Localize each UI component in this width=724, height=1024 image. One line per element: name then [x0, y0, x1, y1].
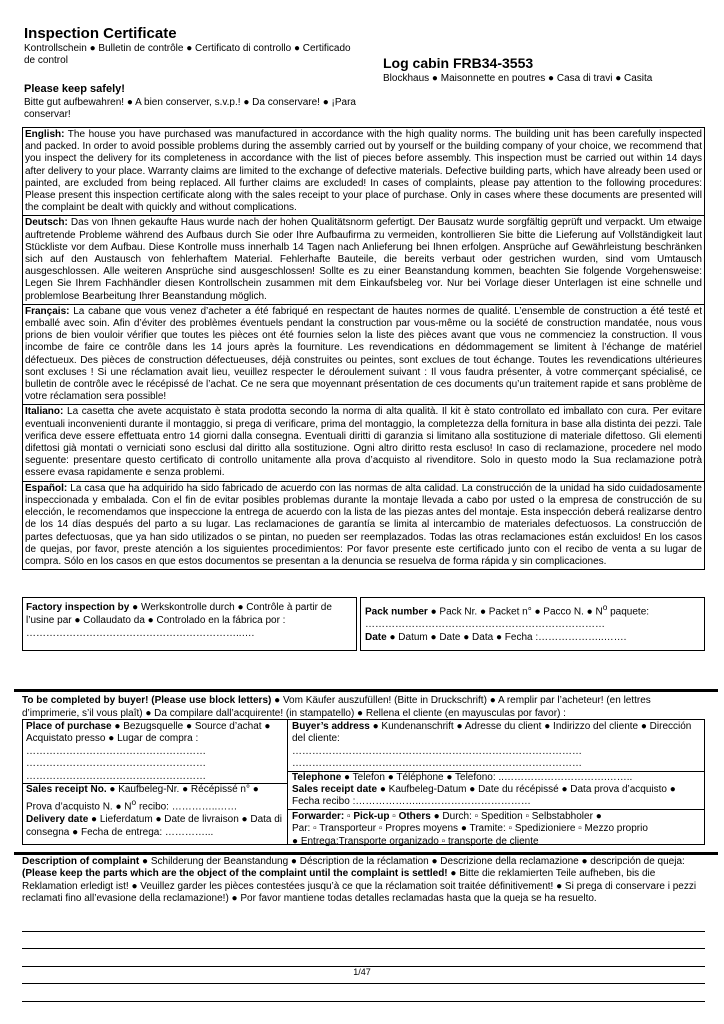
telephone-text: ● Telefon ● Téléphone ● Telefono:	[341, 771, 499, 783]
buyer-text: ● Vom Käufer auszufüllen! (Bitte in Druckschrift) ● A remplir par l’acheteur! (en lettres d’imprimerie, s’il vous plaît) ● Da compilare dall’acquirente! (in stampatello) ● Rellena el cliente (en mayusculas por favor) :	[22, 695, 651, 719]
section-divider	[14, 689, 718, 692]
place-text: ● Bezugsquelle ● Source d’achat ● Acquistato presso ● Lugar de compra :	[26, 721, 271, 745]
lang-text: The house you have purchased was manufactured in accordance with the high quality norms. The building unit has been carefully inspected and packed. In order to avoid possible problems during the assembly carried out by yourself or the building company of your choice, we recommend that you inspect the delivery for its completeness in accordance with the list of pieces before assembly. This inspection must be carried out within 14 days after delivery to your place. Warranty claims are limited to the exchange of defective materials. Defective building parts, which have already been used or painted, are excluded from being replaced. All further claims are excluded! In cases of complaints, please pay attention to the following procedures: Please present this inspection certificate along with the sales receipt to your place of purchase. Only in cases where these documents are presented will the complaint be dealt with quickly and without complications.	[25, 129, 702, 214]
buyer-info-grid	[22, 719, 705, 845]
language-instructions-box	[22, 127, 705, 570]
date-label: Date	[365, 632, 387, 644]
receipt-dots: …………..……	[171, 801, 238, 813]
forwarder-line2: Par: ▫ Transporteur ▫ Propres moyens ● Tramite: ▫ Spedizioniere ▫ Mezzo proprio	[292, 823, 648, 835]
product-title: Log cabin FRB34-3553	[383, 55, 534, 71]
instructions-german	[23, 216, 704, 304]
instructions-french	[23, 305, 704, 406]
lang-label: English:	[25, 129, 65, 140]
complaint-bold-note: (Please keep the parts which are the object of the complaint until the complaint is settled!	[22, 868, 448, 880]
place-dots: ………………………………………………	[26, 758, 206, 770]
factory-inspection-field[interactable]	[22, 597, 357, 651]
receipt-text2: recibo:	[136, 801, 172, 813]
receipt-sup: o	[131, 797, 137, 808]
product-subtitle: Blockhaus ● Maisonnette en poutres ● Casa di travi ● Casita	[383, 73, 653, 84]
instructions-english	[23, 128, 704, 216]
receipt-date-field[interactable]	[292, 784, 700, 809]
receipt-date-label: Sales receipt date	[292, 784, 378, 796]
lang-text: La cabane que vous venez d’acheter a été fabriqué en respectant de hautes normes de qualité. L’ensemble de construction a été testé et emballé avec soin. Afin d’éviter des problèmes éventuels pendant la construction par vous-même ou la société de construction mandatée, nous vous prions de bien vouloir vérifier que toutes les pièces ont été fournies selon la liste des pièces avant que vous ne commenciez la construction. Il vous incombe de faire ce contrôle dans les 14 jours après la fourniture. Les revendications en dédommagement se limitent à l’échange de matériel défectueux. Des pièces de construction défectueuses, déjà construites ou peintes, sont exclues de tout échange. Toutes les revendications ultérieures sont excluses ! Si une réclamation avait lieu, veuillez respecter le déroulement suivant : Il vous faudra présenter, à votre commerçant spécialisé, ce bulletin de contrôle avec le récépissé de l’achat. Ce ne sera que moyennant présentation de ces documents qu’un traitement rapide et sans problème de votre réclamation sera possible!	[25, 305, 702, 403]
forwarder-line1: ● Durch: ▫ Spedition ▫ Selbstabholer ●	[430, 810, 602, 822]
place-dots: ………………………………………………	[26, 770, 206, 782]
complaint-line[interactable]	[22, 948, 705, 949]
factory-text: ● Werkskontrolle durch ● Contrôle à partir de l’usine par ● Collaudato da ● Controlado en la fábrica por :	[26, 602, 332, 626]
pack-text: ● Pack Nr. ● Packet n° ● Pacco N. ● N	[427, 606, 603, 618]
complaint-line[interactable]	[22, 1001, 705, 1002]
pack-number-field[interactable]	[360, 597, 705, 651]
lang-label: Español:	[25, 482, 68, 494]
pickup-label: Pick-up	[350, 810, 390, 822]
buyer-right-column	[288, 720, 704, 847]
factory-dots: ………………………………………………………..….	[26, 628, 255, 639]
keep-safely-subtitle: Bitte gut aufbewahren! ● A bien conserver, s.v.p.! ● Da conservare! ● ¡Para conservar!	[24, 97, 356, 120]
delivery-date-field[interactable]	[26, 814, 284, 839]
page-number: 1/47	[353, 967, 371, 977]
pack-sup: o	[602, 602, 608, 612]
pickup-checkbox[interactable]: ▫	[347, 810, 351, 822]
complaint-text2: ● Bitte die reklamierten Teile aufheben, bis die Reklamation erledigt ist! ● Veuillez garder les pièces contestées jusqu’à ce que la réclamation soit traitée définitivement! ● Si prega di conservare i pezzi reclamati fino all’evasione della reclamazione!) ● Por favor mantiene todas detalles reclamadas hasta que la queja se ha resuelto.	[22, 868, 697, 905]
receipt-date-dots: ………………..……………………………	[355, 796, 531, 808]
receipt-label: Sales receipt No.	[26, 784, 107, 796]
forwarder-label: Forwarder:	[292, 810, 345, 822]
complaint-divider	[14, 852, 718, 855]
lang-label: Français:	[25, 305, 70, 317]
factory-label: Factory inspection by	[26, 602, 130, 613]
instructions-italian	[23, 405, 704, 481]
receipt-date-text: ● Kaufbeleg-Datum ● Date du récépissé ● Data prova d’acquisto ● Fecha recibo :	[292, 784, 676, 808]
complaint-line[interactable]	[22, 931, 705, 932]
place-dots: ………………………………………………	[26, 745, 206, 757]
keep-safely-heading: Please keep safely!	[24, 83, 125, 95]
lang-text: La casetta che avete acquistato è stata prodotta secondo la norma di alta qualità. Il kit è stato controllato ed imballato con cura. Per evitare eventuali inconvenienti durante il montaggio, si prega di verificare, prima del montaggio, la completezza della fornitura in base alla distinta dei pezzi. Tale verifica deve essere effettuata entro 14 giorni dalla consegna. Eventuali diritti di garanzia si limitano alla sostituzione di materiale difettoso. Gli elementi difettosi già montati o verniciati sono esclusi dal diritto alla sostituzione. Ogni altro diritto resta escluso! In caso di reclamazione, procedere nel modo seguente: presentare questo certificato di controllo unitamente alla prova d’acquisto al rivenditore. Solo in questo modo la Sua reclamazione potrà essere evasa rapidamente e senza problemi.	[25, 406, 702, 479]
complaint-label: Description of complaint	[22, 856, 140, 867]
pack-dots: ………………………………………………………………	[365, 619, 605, 631]
sales-receipt-field[interactable]	[26, 784, 284, 814]
complaint-text1: ● Schilderung der Beanstandung ● Déscription de la réclamation ● Descrizione della reclamazione ● descripción de queja:	[139, 856, 685, 867]
instructions-spanish	[23, 482, 704, 569]
buyer-address-field[interactable]	[292, 721, 700, 771]
place-of-purchase-field[interactable]	[26, 721, 284, 783]
buyer-left-column	[23, 720, 288, 844]
place-label: Place of purchase	[26, 721, 112, 732]
document-subtitle: Kontrollschein ● Bulletin de contrôle ● Certificato di controllo ● Certificado de control	[24, 43, 351, 66]
delivery-text: ● Lieferdatum ● Date de livraison ● Data di consegna ● Fecha de entrega:	[26, 814, 283, 838]
lang-label: Deutsch:	[25, 217, 68, 229]
complaint-description	[22, 856, 705, 906]
telephone-label: Telephone	[292, 771, 342, 783]
buyer-label: To be completed by buyer! (Please use block letters)	[22, 695, 272, 706]
address-text: ● Kundenanschrift ● Adresse du client ● Indirizzo del cliente ● Dirección del cliente:	[292, 721, 692, 745]
telephone-dots: ..………………………….……..	[498, 771, 633, 783]
address-dots: ……………………………………………………………………………	[292, 758, 582, 770]
delivery-label: Delivery date	[26, 814, 89, 826]
date-text: ● Datum ● Date ● Data ● Fecha :	[386, 632, 539, 644]
date-dots: ………………..…….	[538, 632, 627, 644]
lang-text: La casa que ha adquirido ha sido fabricado de acuerdo con las normas de alta calidad. La construcción de la unidad ha sido cuidadosamente inspeccionada y embalada. Con el fin de evitar posibles problemas durante la montaje llevada a cabo por usted o la empresa de construcción de su elección, le recomendamos que inspeccione la entrega de acuerdo con la lista de las piezas antes del montaje. Esta inspección deberá realizarse dentro de los 14 días después del parto a su lugar. Las reclamaciones de garantía se limita al intercambio de materiales defectuosos. La construcción de partes defectuosas, que ya han sido utilizados o se pintan, no pueden ser reemplazados. Todas las otras reclamaciones están excluidos! En los casos de quejas, por favor, preste atención a los siguientes procedimientos: Por favor presente este certificado junto con el recibo de venta a su lugar de compra. Sólo en los casos en que estos documentos se presentan a la denuncia se resuelva de forma rápida y sin complicaciones.	[25, 482, 702, 567]
divider	[288, 809, 704, 810]
forwarder-field	[292, 811, 700, 848]
document-title: Inspection Certificate	[24, 25, 177, 42]
others-label: Others	[395, 810, 431, 822]
others-checkbox[interactable]: ▫	[392, 810, 396, 822]
lang-label: Italiano:	[25, 406, 64, 418]
telephone-field[interactable]	[292, 772, 700, 784]
receipt-text: ● Kaufbeleg-Nr. ● Récépissé n° ● Prova d’acquisto N. ● N	[26, 784, 259, 813]
pack-label: Pack number	[365, 606, 428, 618]
pack-text2: paquete:	[607, 606, 650, 618]
forwarder-line3: ● Entrega:Transporte organizado ▫ transporte de cliente	[292, 835, 539, 847]
delivery-dots: …………...	[164, 826, 214, 838]
buyer-instructions	[22, 695, 705, 720]
complaint-line[interactable]	[22, 983, 705, 984]
address-label: Buyer’s address	[292, 721, 370, 732]
lang-text: Das von Ihnen gekaufte Haus wurde nach der hohen Qualitätsnorm gefertigt. Der Bausatz wurde sorgfältig geprüft und verpackt. Um etwaige auftretende Probleme während des Aufbaus durch Sie oder Ihre Aufbaufirma zu vermeiden, kontrollieren Sie bitte die Lieferung auf Vollständigkeit laut Stückliste vor dem Aufbau. Diese Kontrolle muss innerhalb 14 Tagen nach Anlieferung bei Ihnen erfolgen. Ansprüche auf Gewährleistung beschränken sich auf den Austausch von fehlerhaftem Material. Fehlerhafte Bauteile, die bereits verbaut oder gestrichen wurden, sind vom Umtausch ausgeschlossen. Alle weiteren Ansprüche sind ausgeschlossen! Sollte es zu einer Beanstandung kommen, beachten Sie folgende Vorgehensweise: Legen Sie Ihrem Fachhändler diesen Kontrollschein zusammen mit dem Einkaufsbeleg vor. Nur bei Vorlage dieser Unterlagen ist eine schnelle und problemlose Bearbeitung Ihrer Beanstandung möglich.	[25, 217, 702, 302]
address-dots: ……………………………………………………………………………	[292, 745, 582, 757]
